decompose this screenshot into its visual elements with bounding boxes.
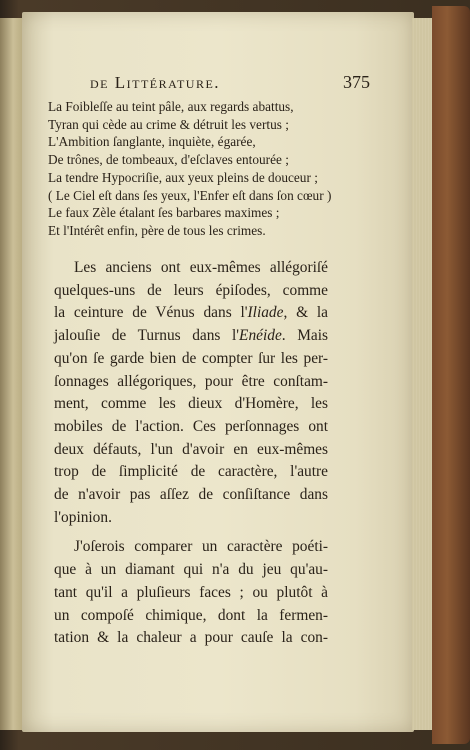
verse-line: La tendre Hypocriſie, aux yeux pleins de douceur ; — [48, 169, 318, 185]
work-title: Enéide — [239, 327, 282, 345]
prose-line: quelques-uns de leurs épiſodes, comme — [54, 281, 328, 299]
prose-line: de n'avoir pas aſſez de conſiſtance dans — [54, 486, 328, 504]
running-title: de Littérature. — [90, 73, 221, 92]
prose-line: trop de ſimplicité de caractère, l'autre — [54, 463, 328, 481]
verse-line: Tyran qui cède au crime & détruit les vertus ; — [48, 116, 289, 132]
verse-line: Et l'Intérêt enfin, père de tous les crimes. — [48, 222, 266, 238]
prose-body — [54, 257, 328, 650]
verse-line: ( Le Ciel eſt dans ſes yeux, l'Enfer eſt dans ſon cœur ) — [48, 187, 332, 203]
prose-line: Les anciens ont eux-mêmes allégoriſé — [74, 259, 328, 276]
verse-line: Le faux Zèle étalant ſes barbares maximes ; — [48, 205, 280, 221]
prose-line: J'oſerois comparer un caractère poéti- — [74, 538, 328, 556]
running-header — [90, 72, 370, 100]
page-number: 375 — [343, 72, 370, 92]
paragraph-1 — [54, 257, 328, 529]
prose-line: mobiles de l'action. Ces perſonnages ont — [54, 417, 328, 435]
prose-line: jalouſie de Turnus dans l'Enéide. Mais — [54, 327, 328, 345]
prose-line: la ceinture de Vénus dans l'Iliade, & la — [54, 304, 328, 322]
verse-line: La Foibleſſe au teint pâle, aux regards abattus, — [48, 99, 294, 114]
prose-line: ſonnages allégoriques, pour être conſtam- — [54, 372, 328, 390]
prose-line: tation & la chaleur a pour cauſe la con- — [54, 629, 328, 647]
prose-line: ment, comme les dieux d'Homère, les — [54, 395, 328, 413]
prose-line: que à un diamant qui n'a du jeu qu'au- — [54, 561, 328, 579]
work-title: Iliade — [247, 304, 284, 322]
prose-line: un compoſé chimique, dont la fermen- — [54, 606, 328, 624]
prose-line: qu'on ſe garde bien de compter ſur les per- — [54, 349, 328, 367]
book-cover — [432, 6, 470, 744]
paragraph-2 — [54, 536, 328, 650]
prose-line: l'opinion. — [54, 508, 112, 526]
verse-line: De trônes, de tombeaux, d'eſclaves entourée ; — [48, 152, 289, 168]
prose-line: tant qu'il a pluſieurs faces ; ou plutôt à — [54, 583, 328, 601]
verse-line: L'Ambition ſanglante, inquiète, égarée, — [48, 134, 256, 150]
verse-block — [48, 98, 348, 240]
prose-line: deux défauts, l'un d'avoir en eux-mêmes — [54, 440, 328, 458]
